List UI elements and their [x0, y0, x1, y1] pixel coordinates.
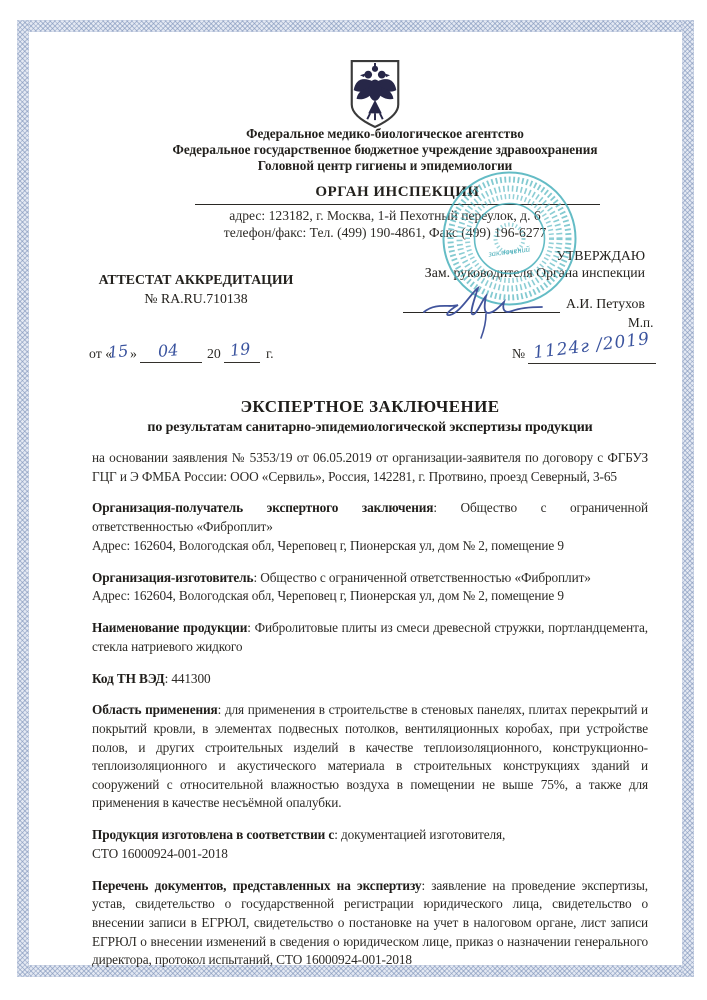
- stamp-center-word: заключений: [487, 243, 531, 259]
- number-label: №: [512, 346, 526, 361]
- approver-name: А.И. Петухов: [566, 296, 645, 311]
- manufacturer-address: Адрес: 162604, Вологодская обл, Череповец г, Пионерская ул, дом № 2, помещение 9: [92, 588, 564, 604]
- recipient-label: Организация-получатель экспертного заключения: [92, 500, 434, 516]
- recipient-address: Адрес: 162604, Вологодская обл, Череповец г, Пионерская ул, дом № 2, помещение 9: [92, 537, 564, 553]
- handwritten-year: 19: [229, 338, 252, 361]
- manufacturer-label: Организация-изготовитель: [92, 569, 254, 585]
- conformity-paragraph: [92, 826, 648, 863]
- conformity-text: : документацией изготовителя,: [334, 827, 506, 843]
- document-title: ЭКСПЕРТНОЕ ЗАКЛЮЧЕНИЕ: [240, 397, 500, 416]
- conformity-label: Продукция изготовлена в соответствии с: [92, 827, 335, 843]
- recipient-text: : Общество с ограниченной ответственностью «Фиброплит»: [92, 500, 648, 535]
- tnved-label: Код ТН ВЭД: [92, 670, 165, 686]
- document-subtitle: по результатам санитарно-эпидемиологической экспертизы продукции: [147, 420, 593, 435]
- scope-text: : для применения в строительстве в стеновых панелях, плитах перекрытий и покрытий кровли, в элементах подвесных потолков, вентиляционных коробах, при устройстве полов, и других строительных изделий в качестве теплоизоляционного, конструкционно-теплоизоляционного и акустического материала в строительных конструкциях зданий и сооружений с относительной влажностью воздуха в помещении не выше 75%, а также для применения в качестве несъёмной опалубки.: [92, 702, 649, 811]
- documents-text: : заявление на проведение экспертизы, устав, свидетельство о государственной регистрации юридического лица, свидетельство о внесении записи в ЕГРЮЛ, свидетельство о постановке на учет в налоговом органе, лист записи ЕГРЮЛ о внесении изменений в сведения о юридическом лице, приказ о назначении генерального директора, протокол испытаний, СТО 16000924-001-2018: [92, 877, 648, 968]
- border-right: [682, 20, 694, 977]
- coat-of-arms-icon: [344, 58, 406, 130]
- agency-line-2: Федеральное государственное бюджетное учреждение здравоохранения: [172, 141, 598, 157]
- header-agency-block: [125, 126, 645, 173]
- documents-label: Перечень документов, представленных на экспертизу: [92, 877, 422, 893]
- accreditation-block: [86, 270, 306, 308]
- product-label: Наименование продукции: [92, 620, 248, 636]
- scope-label: Область применения: [92, 702, 218, 718]
- product-text: : Фибролитовые плиты из смеси древесной стружки, портландцемента, стекла натриевого жидкого: [92, 620, 649, 654]
- signature-line: [403, 295, 560, 313]
- border-left: [17, 20, 29, 977]
- org-name-title: ОРГАН ИНСПЕКЦИИ: [195, 184, 600, 205]
- agency-line-3: Головной центр гигиены и эпидемиологии: [257, 157, 513, 173]
- accreditation-number: № RA.RU.710138: [144, 291, 248, 306]
- header-contact-block: [125, 207, 645, 241]
- approver-title: Зам. руководителя Органа инспекции: [424, 265, 645, 280]
- tnved-text: : 441300: [164, 670, 211, 686]
- conformity-text2: СТО 16000924-001-2018: [92, 845, 228, 861]
- agency-line-1: Федеральное медико-биологическое агентство: [246, 126, 524, 141]
- year-prefix: 20: [207, 346, 221, 361]
- address-line: адрес: 123182, г. Москва, 1-й Пехотный переулок, д. 6: [229, 208, 541, 223]
- approve-label: УТВЕРЖДАЮ: [556, 248, 645, 263]
- date-suffix: г.: [266, 346, 274, 361]
- handwritten-month: 04: [157, 340, 180, 361]
- tnved-paragraph: [92, 670, 648, 689]
- product-paragraph: [92, 619, 648, 656]
- scope-paragraph: [92, 701, 648, 813]
- document-body: [92, 396, 648, 983]
- date-close-quote: »: [130, 346, 137, 361]
- seal-place-label: М.п.: [628, 315, 654, 330]
- accreditation-title: АТТЕСТАТ АККРЕДИТАЦИИ: [98, 272, 294, 287]
- recipient-paragraph: [92, 499, 648, 555]
- phone-line: телефон/факс: Тел. (499) 190-4861, Факс (499) 196-6277: [223, 225, 547, 240]
- basis-paragraph: [92, 449, 648, 486]
- manufacturer-text: : Общество с ограниченной ответственностью «Фиброплит»: [253, 569, 591, 585]
- manufacturer-paragraph: [92, 569, 648, 606]
- approval-block: [395, 247, 645, 281]
- handwritten-day: 15: [107, 340, 130, 363]
- handwritten-number: 1124г /2019: [532, 328, 652, 364]
- basis-text: на основании заявления № 5353/19 от 06.05.2019 от организации-заявителя по договору с ФГБУЗ ГЦГ и Э ФМБА России: ООО «Сервиль», Россия, 142281, г. Протвино, проезд Северный, 3-65: [92, 450, 648, 484]
- date-prefix: от «: [89, 346, 113, 361]
- border-top: [17, 20, 694, 32]
- documents-paragraph: [92, 877, 648, 970]
